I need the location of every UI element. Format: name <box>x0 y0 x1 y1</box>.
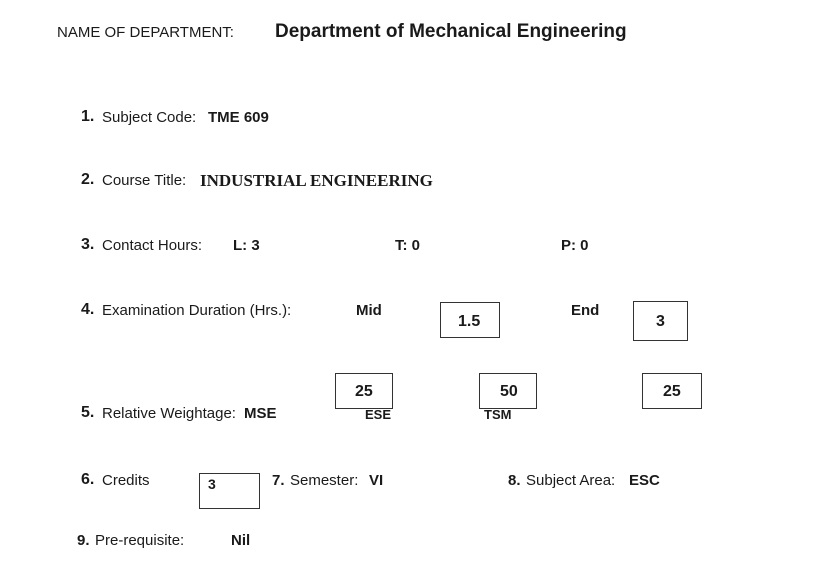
subject-code-value: TME 609 <box>208 109 269 126</box>
tutorial-hours: T: 0 <box>395 237 421 254</box>
prerequisite-label: Pre-requisite: <box>95 532 185 549</box>
tsm-box <box>642 373 702 409</box>
ese-value: 50 <box>500 383 518 400</box>
item-number: 6. <box>81 471 95 488</box>
item-number: 2. <box>81 171 95 188</box>
mse-value: 25 <box>355 383 373 400</box>
exam-duration-label: Examination Duration (Hrs.): <box>102 302 292 319</box>
item-number: 8. <box>508 472 521 489</box>
tsm-label: TSM <box>484 407 512 422</box>
ese-label: ESE <box>365 407 392 422</box>
credits-box <box>199 473 260 509</box>
mid-label: Mid <box>356 302 382 319</box>
item-number: 7. <box>272 472 285 489</box>
item-number: 5. <box>81 404 95 421</box>
department-label: NAME OF DEPARTMENT: <box>57 24 234 41</box>
weightage-label: Relative Weightage: <box>102 405 236 422</box>
mse-label: MSE <box>244 405 277 422</box>
mid-duration-value: 1.5 <box>458 313 481 330</box>
subject-area-label: Subject Area: <box>526 472 616 489</box>
item-number: 9. <box>77 532 90 549</box>
item-number: 3. <box>81 236 95 253</box>
subject-area-value: ESC <box>629 472 660 489</box>
mse-box <box>335 373 393 409</box>
lecture-hours: L: 3 <box>233 237 260 254</box>
credits-label: Credits <box>102 472 150 489</box>
end-duration-box <box>633 301 688 341</box>
prerequisite-value: Nil <box>231 532 251 549</box>
credits-value: 3 <box>208 476 216 492</box>
contact-hours-label: Contact Hours: <box>102 237 203 254</box>
item-number: 4. <box>81 301 95 318</box>
course-title-label: Course Title: <box>102 172 187 189</box>
mid-duration-box <box>440 302 500 338</box>
tsm-value: 25 <box>663 383 681 400</box>
item-number: 1. <box>81 108 95 125</box>
end-duration-value: 3 <box>656 313 665 330</box>
ese-box <box>479 373 537 409</box>
end-label: End <box>571 302 600 319</box>
practical-hours: P: 0 <box>561 237 589 254</box>
semester-label: Semester: <box>290 472 359 489</box>
subject-code-label: Subject Code: <box>102 109 197 126</box>
department-name: Department of Mechanical Engineering <box>275 21 627 42</box>
semester-value: VI <box>369 472 384 489</box>
course-title-value: INDUSTRIAL ENGINEERING <box>200 171 433 190</box>
